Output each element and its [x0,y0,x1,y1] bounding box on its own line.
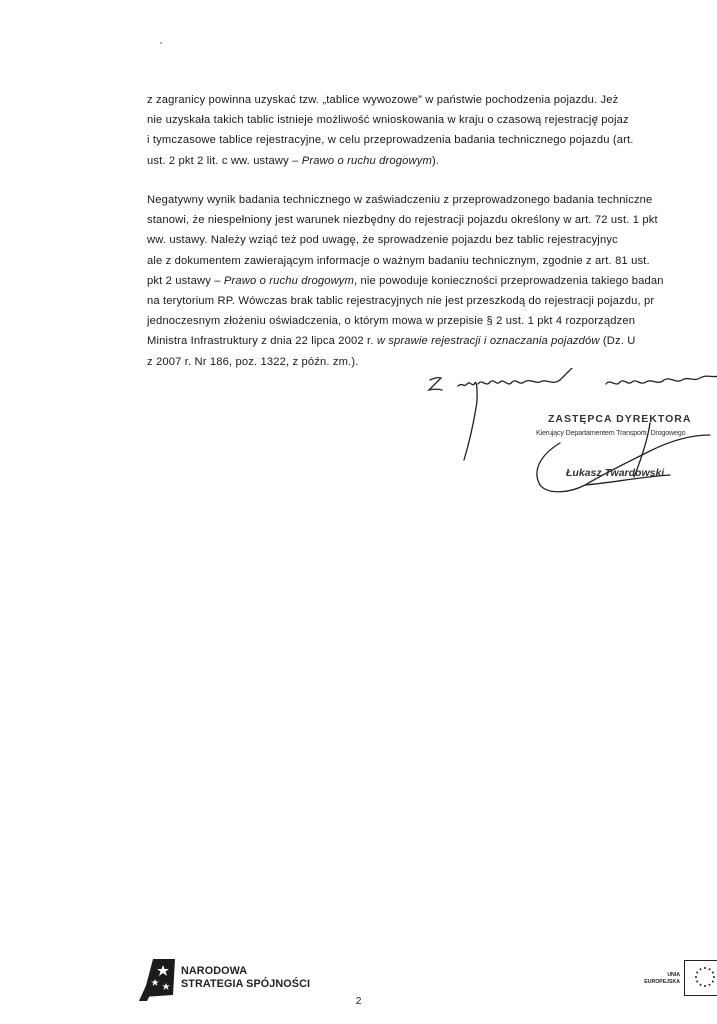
text-line [147,230,717,250]
text-line [147,130,717,150]
text-segment: jednoczesnym złożeniu oświadczenia, o którym mowa w przepisie § 2 ust. 1 pkt 4 rozporządzen [147,315,636,328]
text-segment: z zagranicy powinna uzyskać tzw. „tablice wywozowe” w państwie pochodzenia pojazdu. Jeż [147,94,619,106]
eu-line-2: EUROPEJSKA [644,979,680,985]
stamp-title: ZASTĘPCA DYREKTORA [548,413,692,425]
eu-flag-icon [684,960,717,996]
italic-text-segment: Prawo o ruchu drogowym [301,154,432,167]
text-line [147,110,717,130]
text-segment: (Dz. U [599,335,636,348]
text-line [147,151,717,171]
text-segment: pkt 2 ustawy – [147,274,224,287]
paragraph-2 [147,190,717,372]
text-segment: ww. ustawy. Należy wziąć też pod uwagę, że sprowadzenie pojazdu bez tablic rejestracyjnyc [147,234,618,247]
text-line [147,311,717,331]
stamp-name: Łukasz Twardowski [566,467,665,479]
scan-speck [160,42,162,44]
text-line [147,331,717,351]
eu-stars-icon [685,961,717,995]
eu-line-1: UNIA [667,972,680,978]
text-line [147,271,717,291]
signature-strokes [530,413,717,498]
text-segment: i tymczasowe tablice rejestracyjne, w celu przeprowadzenia badania technicznego pojazdu (art. [147,134,634,147]
stamp-subtitle: Kierujący Departamentem Transportu Drogowego [536,428,686,437]
text-segment: Negatywny wynik badania technicznego w zaświadczeniu z przeprowadzonego badania techniczne [147,194,653,206]
eu-text [644,972,680,986]
eu-logo [640,960,717,996]
text-segment: ). [431,154,440,167]
text-segment: , nie powoduje konieczności przeprowadzenia takiego badan [354,274,664,287]
italic-text-segment: Prawo o ruchu drogowym [223,274,355,287]
logo-line-2: STRATEGIA SPÓJNOŚCI [181,978,311,990]
text-line [147,251,717,271]
text-segment: ust. 2 pkt 2 lit. c ww. ustawy – [147,154,302,167]
text-line [147,291,717,311]
logo-line-1: NARODOWA [181,965,248,977]
text-segment: z 2007 r. Nr 186, poz. 1322, z późn. zm.). [147,355,359,368]
official-stamp [530,413,717,498]
text-line [147,190,717,210]
paragraph-1 [147,90,717,171]
page-number: 2 [355,995,362,1007]
text-segment: nie uzyskała takich tablic istnieje możliwość wnioskowania w kraju o czasową rejestrację pojaz [147,114,629,127]
text-segment: stanowi, że niespełniony jest warunek niezbędny do rejestracji pojazdu określony w art. 72 ust. 1 pkt [147,214,658,227]
text-segment: na terytorium RP. Wówczas brak tablic rejestracyjnych nie jest przeszkodą do rejestracji pojazdu, pr [147,294,655,307]
text-segment: ale z dokumentem zawierającym informacje o ważnym badaniu technicznym, zgodnie z art. 81 ust. [147,254,650,267]
text-segment: Ministra Infrastruktury z dnia 22 lipca 2002 r. [147,335,377,348]
text-line [147,90,717,110]
logo-text [181,965,310,991]
text-line [147,210,717,230]
italic-text-segment: w sprawie rejestracji i oznaczania pojazdów [376,335,600,348]
